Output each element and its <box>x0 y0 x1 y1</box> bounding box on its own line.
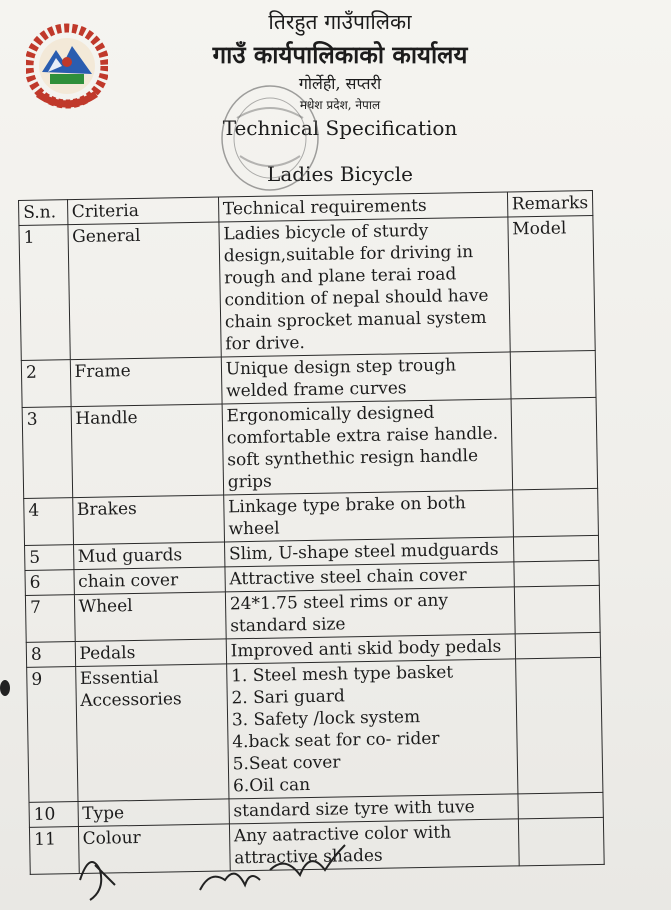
row-remarks: Model <box>508 215 596 351</box>
table-body <box>19 215 604 874</box>
row-requirements: Ergonomically designed comfortable extra raise handle. soft synthethic resign handle grips <box>222 399 512 495</box>
row-remarks <box>511 397 598 489</box>
requirement-item: 6.Oil can <box>232 774 311 797</box>
row-remarks <box>518 817 604 865</box>
header-sn: S.n. <box>19 200 68 226</box>
row-criteria: Pedals <box>75 639 227 667</box>
row-sn: 4 <box>24 498 73 546</box>
header-criteria: Criteria <box>67 197 219 225</box>
table-row <box>22 397 598 498</box>
row-criteria: General <box>67 222 221 360</box>
row-requirements: Any aatractive color with attractive shades <box>229 819 519 871</box>
row-sn: 5 <box>25 545 74 571</box>
requirement-item: 5.Seat cover <box>232 752 341 775</box>
row-requirements <box>226 659 517 799</box>
row-criteria: Wheel <box>74 592 226 642</box>
nepal-emblem-icon <box>26 22 108 112</box>
spec-table-wrap <box>18 190 609 869</box>
row-criteria: Mud guards <box>73 542 225 570</box>
table-row <box>19 215 595 360</box>
row-requirements: Ladies bicycle of sturdy design,suitable for driving in rough and plane terai road condition of nepal should have chain sprocket manual system for drive. <box>219 217 510 357</box>
row-sn: 7 <box>25 595 74 643</box>
requirement-item: 2. Sari guard <box>231 686 346 709</box>
row-remarks <box>513 535 599 561</box>
office-name: गाउँ कार्यपालिकाको कार्यालय <box>212 40 468 69</box>
row-sn: 6 <box>25 570 74 596</box>
handwritten-signatures <box>60 840 380 910</box>
spec-table <box>18 190 605 875</box>
row-requirements: Improved anti skid body pedals <box>226 634 515 664</box>
header-requirements: Technical requirements <box>218 192 507 222</box>
row-requirements: 24*1.75 steel rims or any standard size <box>225 587 515 639</box>
item-title: Ladies Bicycle <box>267 162 413 186</box>
punch-hole <box>0 680 10 696</box>
row-sn: 2 <box>21 360 70 408</box>
row-remarks <box>515 632 601 658</box>
row-remarks <box>514 585 600 633</box>
row-criteria: chain cover <box>73 567 225 595</box>
row-criteria: Type <box>78 799 230 827</box>
requirement-item: 4.back seat for co- rider <box>232 728 440 753</box>
municipality-name: तिरहुत गाउँपालिका <box>268 10 412 34</box>
row-sn: 10 <box>29 802 78 828</box>
row-sn: 3 <box>22 407 72 499</box>
row-remarks <box>514 560 600 586</box>
row-requirements: standard size tyre with tuve <box>229 794 518 824</box>
spec-title: Technical Specification <box>222 116 458 140</box>
row-requirements: Unique design step trough welded frame curves <box>221 352 511 404</box>
row-criteria: Colour <box>78 824 230 874</box>
table-row <box>27 657 603 802</box>
row-remarks <box>515 657 603 793</box>
row-requirements: Linkage type brake on both wheel <box>223 490 513 542</box>
row-requirements: Attractive steel chain cover <box>225 562 514 592</box>
row-criteria: Brakes <box>72 495 224 545</box>
row-sn: 8 <box>26 642 75 668</box>
header-remarks: Remarks <box>507 190 593 216</box>
row-criteria: Essential Accessories <box>75 664 229 802</box>
row-criteria: Frame <box>70 357 222 407</box>
row-sn: 1 <box>19 225 70 361</box>
requirement-item: 1. Steel mesh type basket <box>230 662 454 687</box>
office-location: गोर्लेही, सप्तरी <box>298 74 382 93</box>
province-name: मधेश प्रदेश, नेपाल <box>299 98 381 112</box>
row-criteria: Handle <box>71 404 224 498</box>
row-remarks <box>518 792 604 818</box>
row-remarks <box>512 488 598 536</box>
row-remarks <box>510 350 596 398</box>
row-sn: 11 <box>29 827 78 875</box>
requirement-item: 3. Safety /lock system <box>231 707 421 731</box>
office-seal-stamp <box>215 78 325 198</box>
row-requirements: Slim, U-shape steel mudguards <box>224 537 513 567</box>
row-sn: 9 <box>27 667 78 803</box>
